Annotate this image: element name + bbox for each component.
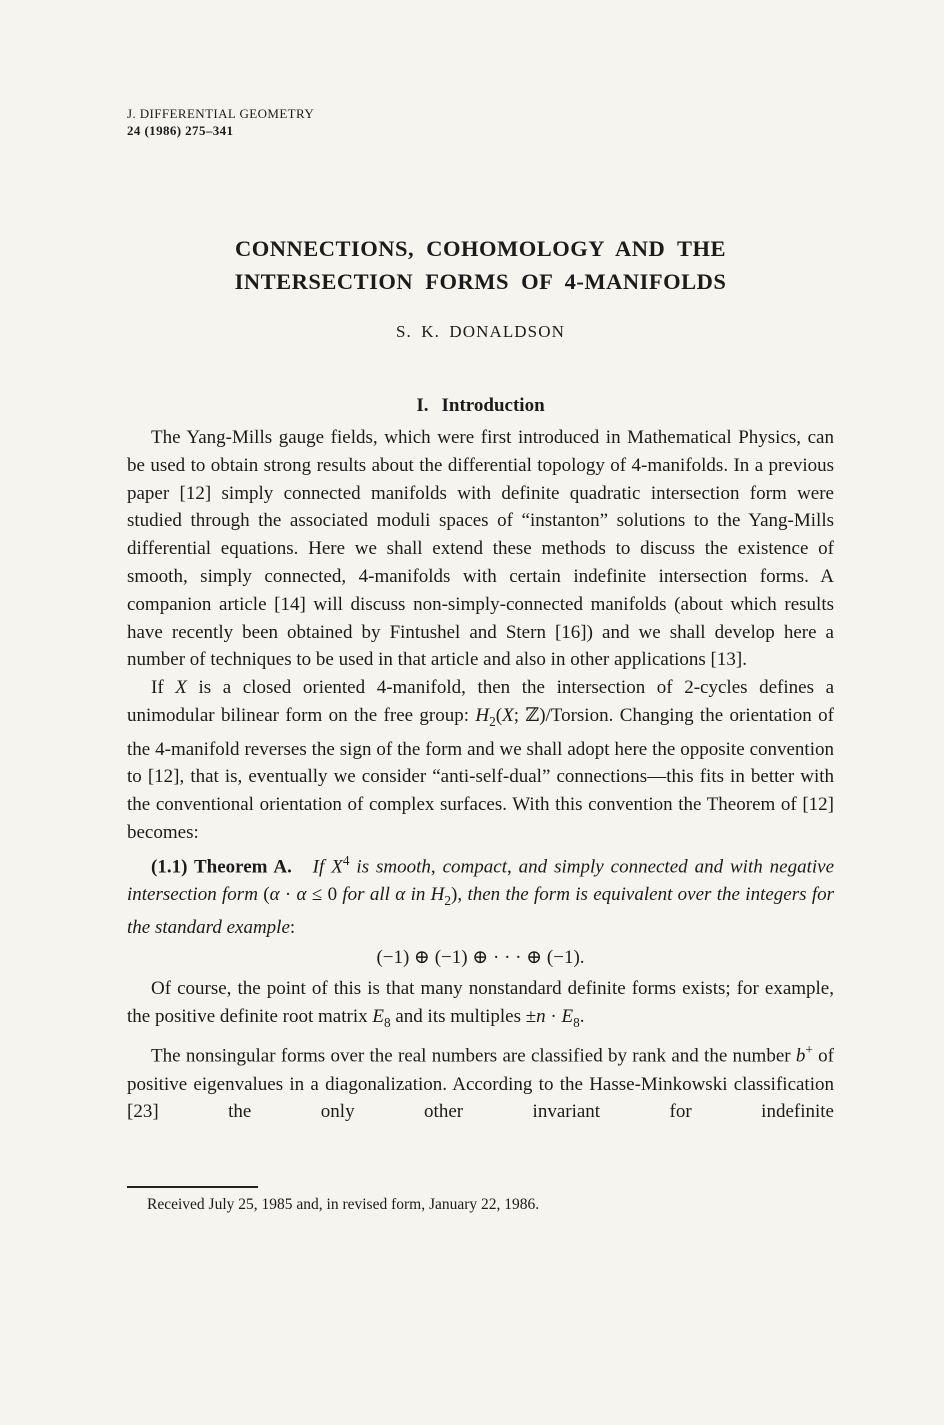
- page-content: [127, 0, 834, 1126]
- body-text: [127, 424, 834, 1126]
- paragraph-intersection-form: If X is a closed oriented 4-manifold, then the intersection of 2-cycles defines a unimodular bilinear form on the free group: $H_2(X$; ℤ)/Torsion. Changing the orientation of the 4-manifold reverses the sign of the form and we shall adopt here the opposite convention to [12], that is, eventually we consider “anti-self-dual” connections—this fits in better with the conventional orientation of complex surfaces. With this convention the Theorem of [12] becomes:: [127, 677, 834, 843]
- paragraph-nonsingular-forms: The nonsingular forms over the real numbers are classified by rank and the number b+ of positive eigenvalues in a diagonalization. According to the Hasse-Minkowski classification [23] the only other invariant for indefinite: [127, 1042, 834, 1123]
- footnote-rule: [127, 1186, 258, 1188]
- section-number: I.: [416, 395, 429, 416]
- journal-header: [127, 0, 834, 139]
- author-name: S. K. DONALDSON: [395, 322, 565, 341]
- section-title: Introduction: [441, 395, 545, 416]
- paragraph-theorem-a: (1.1) Theorem A. If $X^4$ is smooth, compact, and simply connected and with negative intersection form (α · α ≤ 0 for all α in $H_2$), then the form is equivalent over the integers for the standard example:: [127, 852, 835, 939]
- paper-title-line-1: CONNECTIONS, COHOMOLOGY AND THE: [234, 236, 727, 261]
- paragraph-intro: The Yang-Mills gauge fields, which were first introduced in Mathematical Physics, can be used to obtain strong results about the differential topology of 4-manifolds. In a previous paper [12] simply connected manifolds with definite quadratic intersection form were studied through the associated moduli spaces of “instanton” solutions to the Yang-Mills differential equations. Here we shall extend these methods to discuss the existence of smooth, simply connected, 4-manifolds with certain indefinite intersection forms. A companion article [14] will discuss non-simply-connected manifolds (about which results have recently been obtained by Fintushel and Stern [16]) and we shall develop here a number of techniques to be used in that article and also in other applications [13].: [127, 427, 834, 671]
- paper-title-line-2: INTERSECTION FORMS OF 4-MANIFOLDS: [234, 269, 727, 294]
- footnote-block: [127, 1186, 834, 1215]
- display-equation: (−1) ⊕ (−1) ⊕ · · · ⊕ (−1).: [376, 947, 585, 969]
- journal-name: J. DIFFERENTIAL GEOMETRY: [127, 106, 315, 121]
- journal-issue: 24 (1986) 275–341: [127, 123, 234, 138]
- paragraph-nonstandard-forms: Of course, the point of this is that many nonstandard definite forms exists; for example, the positive definite root matrix $E_8$ and its multiples $\pm n \cdot E_8$.: [127, 978, 834, 1030]
- section-heading: [127, 395, 834, 417]
- paper-title: [127, 232, 834, 298]
- received-footnote: Received July 25, 1985 and, in revised form, January 22, 1986.: [147, 1196, 540, 1213]
